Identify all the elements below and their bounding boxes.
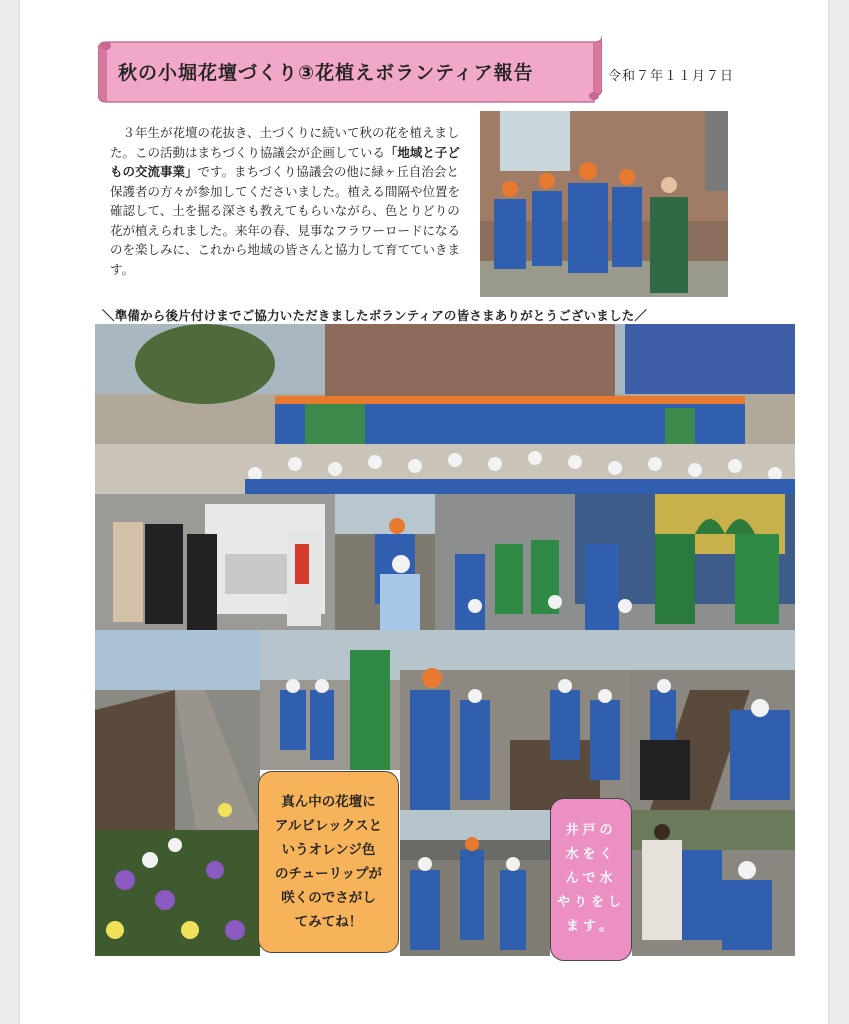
intro-text-2: です。まちづくり協議会の他に緑ヶ丘自治会と保護者の方々が参加してくださいました。植える間隔や位置を確認して、土を掘る深さも教えてもらいながら、色とりどりの花が植えられました。来年の春、見事なフラワーロードになるのを楽しみに、これから地域の皆さんと協力して育てていきます。	[110, 164, 461, 277]
photo-kids-volunteer	[335, 494, 435, 630]
photo-well-water	[400, 810, 550, 956]
issue-date: 令和７年１１月７日	[608, 69, 735, 84]
well-callout-line: 水をく	[565, 847, 617, 862]
intro-paragraph	[110, 123, 465, 279]
photo-watering	[632, 810, 795, 956]
well-callout-line: 井戸の	[565, 823, 617, 838]
photo-planting-1	[260, 630, 400, 770]
photo-planting-2	[400, 630, 630, 810]
photo-parents	[95, 494, 335, 630]
photo-group-gathering	[95, 324, 795, 494]
page-title: 秋の小堀花壇づくり③花植えボランティア報告	[118, 62, 534, 84]
tulip-callout-line: 真ん中の花壇に	[281, 794, 376, 810]
photo-flower-bed-path	[95, 630, 260, 956]
tulip-callout	[258, 771, 399, 953]
intro-emphasis: 「地域と子どもの交流事業」	[110, 144, 460, 179]
well-callout-line: ます。	[566, 919, 616, 934]
well-callout-line: んで水	[565, 871, 617, 886]
well-callout-line: やりをし	[556, 895, 625, 910]
photo-volunteers-with-kids	[435, 494, 795, 630]
tulip-callout-line: いうオレンジ色	[281, 842, 376, 858]
thank-you-message: ＼準備から後片付けまでご協力いただきましたボランティアの皆さまありがとうございました／	[102, 308, 648, 323]
photo-volunteers-speaking	[480, 111, 728, 297]
tulip-callout-line: 咲くのでさがし	[281, 890, 376, 906]
well-water-callout	[550, 798, 632, 961]
tulip-callout-line: アルビレックスと	[274, 818, 383, 834]
photo-planting-3	[630, 630, 795, 810]
intro-text-1: ３年生が花壇の花抜き、土づくりに続いて秋の花を植えました。この活動はまちづくり協議会が企画している	[110, 125, 460, 160]
tulip-callout-line: のチューリップが	[274, 866, 383, 882]
tulip-callout-line: てみてね！	[294, 914, 363, 930]
title-banner	[98, 36, 602, 106]
